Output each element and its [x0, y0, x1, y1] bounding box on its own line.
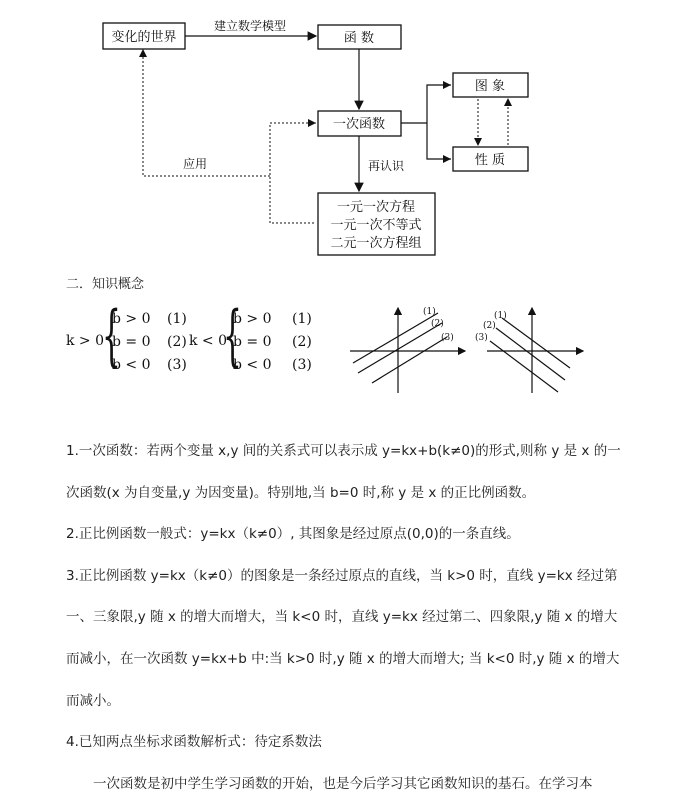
para-4: 4.已知两点坐标求函数解析式：待定系数法	[66, 734, 322, 750]
box-linear-function-label: 一次函数	[332, 117, 386, 132]
para-5: 一次函数是初中学生学习函数的开始，也是今后学习其它函数知识的基石。在学习本	[93, 776, 593, 792]
k-positive-label: k > 0	[66, 333, 105, 349]
cond-left-expr-2: b = 0	[112, 334, 151, 350]
cond-right-expr-3: b < 0	[233, 357, 272, 373]
cond-left-expr-1: b > 0	[112, 311, 151, 327]
right-line-1-label: (1)	[494, 311, 507, 321]
reunderstand-label: 再认识	[368, 159, 405, 173]
build-model-label: 建立数学模型	[213, 19, 287, 33]
brace-right: {	[223, 297, 242, 374]
brace-left: {	[102, 297, 121, 374]
eq1-label: 一元一次方程	[336, 200, 416, 215]
left-line-2-label: (2)	[431, 319, 444, 329]
right-line-3-label: (3)	[475, 333, 488, 343]
left-line-1-label: (1)	[423, 307, 436, 317]
right-line-2-label: (2)	[483, 321, 496, 331]
para-1-line-2: 次函数(x 为自变量,y 为因变量)。特别地,当 b=0 时,称 y 是 x 的正比例函数。	[66, 485, 536, 501]
box-graph-label: 图 象	[474, 79, 506, 94]
cond-right-expr-1: b > 0	[233, 311, 272, 327]
k-negative-label: k < 0	[189, 333, 228, 349]
graph-k-negative	[475, 308, 583, 393]
para-3-line-4: 而减小。	[66, 693, 120, 709]
para-3-line-3: 而减小，在一次函数 y=kx+b 中:当 k>0 时,y 随 x 的增大而增大; 当 k<0 时,y 随 x 的增大	[66, 651, 620, 667]
cond-left-num-1: (1)	[167, 311, 187, 327]
graph-k-positive	[350, 306, 465, 393]
cond-left-num-3: (3)	[167, 357, 187, 373]
line-3	[372, 337, 447, 383]
cond-right-expr-2: b = 0	[233, 334, 272, 350]
eq3-label: 二元一次方程组	[330, 236, 422, 251]
para-1-line-1: 1.一次函数：若两个变量 x,y 间的关系式可以表示成 y=kx+b(k≠0)的形式,则称 y 是 x 的一	[66, 443, 621, 459]
line-1	[353, 313, 438, 363]
eq2-label: 一元一次不等式	[330, 218, 422, 233]
cond-right-num-2: (2)	[292, 334, 312, 350]
cond-right-num-1: (1)	[292, 311, 312, 327]
para-2: 2.正比例函数一般式：y=kx（k≠0）, 其图象是经过原点(0,0)的一条直线。	[66, 526, 520, 542]
line-1	[502, 318, 570, 368]
box-property-label: 性 质	[474, 153, 506, 168]
section-title: 二．知识概念	[66, 277, 145, 292]
para-3-line-2: 一、三象限,y 随 x 的增大而增大，当 k<0 时，直线 y=kx 经过第二、四象限,y 随 x 的增大	[66, 609, 618, 625]
left-line-3-label: (3)	[441, 333, 454, 343]
box-changing-world-label: 变化的世界	[111, 30, 177, 45]
cond-left-num-2: (2)	[167, 334, 187, 350]
cond-right-num-3: (3)	[292, 357, 312, 373]
cond-left-expr-3: b < 0	[112, 357, 151, 373]
box-function-label: 函 数	[343, 31, 375, 46]
application-label: 应用	[182, 157, 208, 171]
para-3-line-1: 3.正比例函数 y=kx（k≠0）的图象是一条经过原点的直线，当 k>0 时，直线 y=kx 经过第	[66, 568, 618, 584]
